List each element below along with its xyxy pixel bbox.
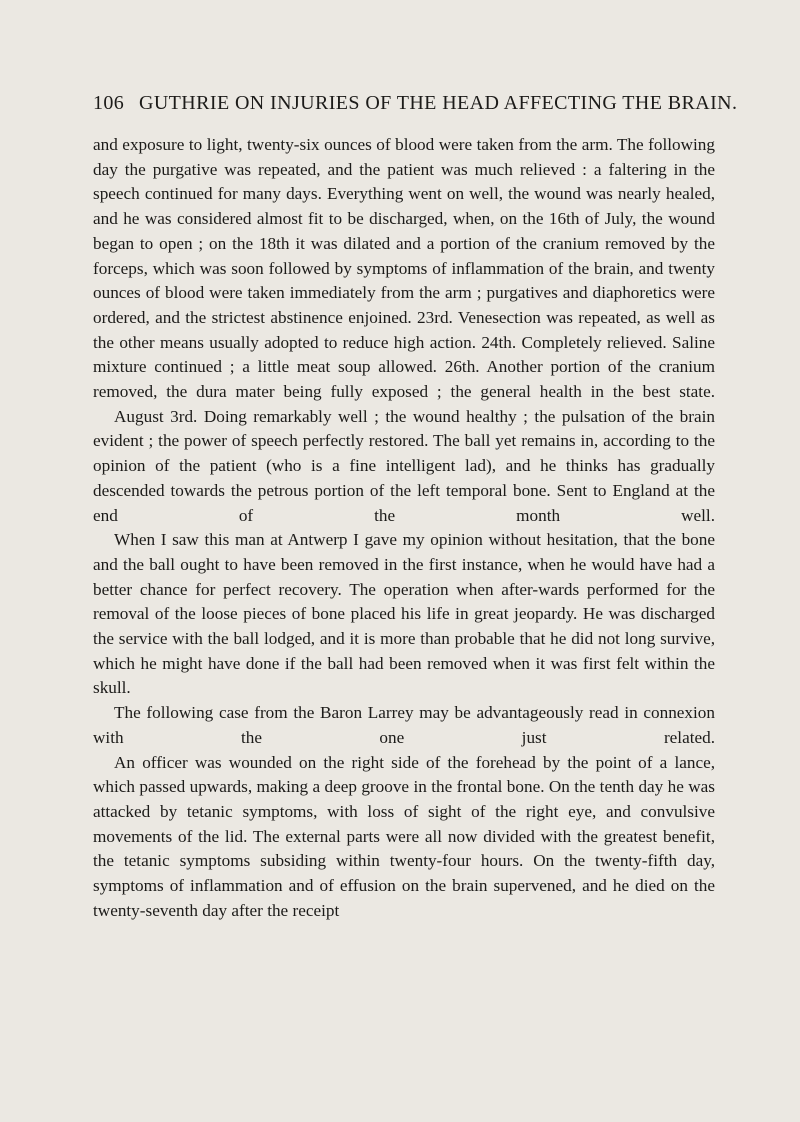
- body-text: [93, 133, 715, 924]
- paragraph-antwerp-opinion: When I saw this man at Antwerp I gave my opinion without hesitation, that the bone and the ball ought to have been removed in the first instance, when he would have had a better chance for perfect recovery. The operation when after-wards performed for the removal of the loose pieces of bone placed his life in great jeopardy. He was discharged the service with the ball lodged, and it is more than probable that he did not long survive, which he might have done if the ball had been removed when it was first felt within the skull.: [93, 530, 715, 698]
- paragraph-august-3rd: August 3rd. Doing remarkably well ; the wound healthy ; the pulsation of the brain evident ; the power of speech perfectly restored. The ball yet remains in, according to the opinion of the patient (who is a fine intelligent lad), and he thinks has gradually descended towards the petrous portion of the left temporal bone. Sent to England at the end of the month well.: [93, 406, 715, 525]
- page-number: 106: [93, 92, 125, 114]
- paragraph-larrey-intro: The following case from the Baron Larrey may be advantageously read in connexion with the one just related.: [93, 703, 715, 747]
- running-title: GUTHRIE ON INJURIES OF THE HEAD AFFECTING THE BRAIN.: [139, 92, 738, 114]
- paragraph-continuation: and exposure to light, twenty-six ounces of blood were taken from the arm. The following day the purgative was repeated, and the patient was much relieved : a faltering in the speech continued for many days. Everything went on well, the wound was nearly healed, and he was considered almost fit to be discharged, when, on the 16th of July, the wound began to open ; on the 18th it was dilated and a portion of the cranium removed by the forceps, which was soon followed by symptoms of inflammation of the brain, and twenty ounces of blood were taken immediately from the arm ; purgatives and diaphoretics were ordered, and the strictest abstinence enjoined. 23rd. Venesection was repeated, as well as the other means usually adopted to reduce high action. 24th. Completely relieved. Saline mixture continued ; a little meat soup allowed. 26th. Another portion of the cranium removed, the dura mater being fully exposed ; the general health in the best state.: [93, 135, 715, 402]
- paragraph-officer-case: An officer was wounded on the right side of the forehead by the point of a lance, which passed upwards, making a deep groove in the frontal bone. On the tenth day he was attacked by tetanic symptoms, with loss of sight of the right eye, and convulsive movements of the lid. The external parts were all now divided with the greatest benefit, the tetanic symptoms subsiding within twenty-four hours. On the twenty-fifth day, symptoms of inflammation and of effusion on the brain supervened, and he died on the twenty-seventh day after the receipt: [93, 752, 715, 920]
- running-head: [93, 90, 738, 116]
